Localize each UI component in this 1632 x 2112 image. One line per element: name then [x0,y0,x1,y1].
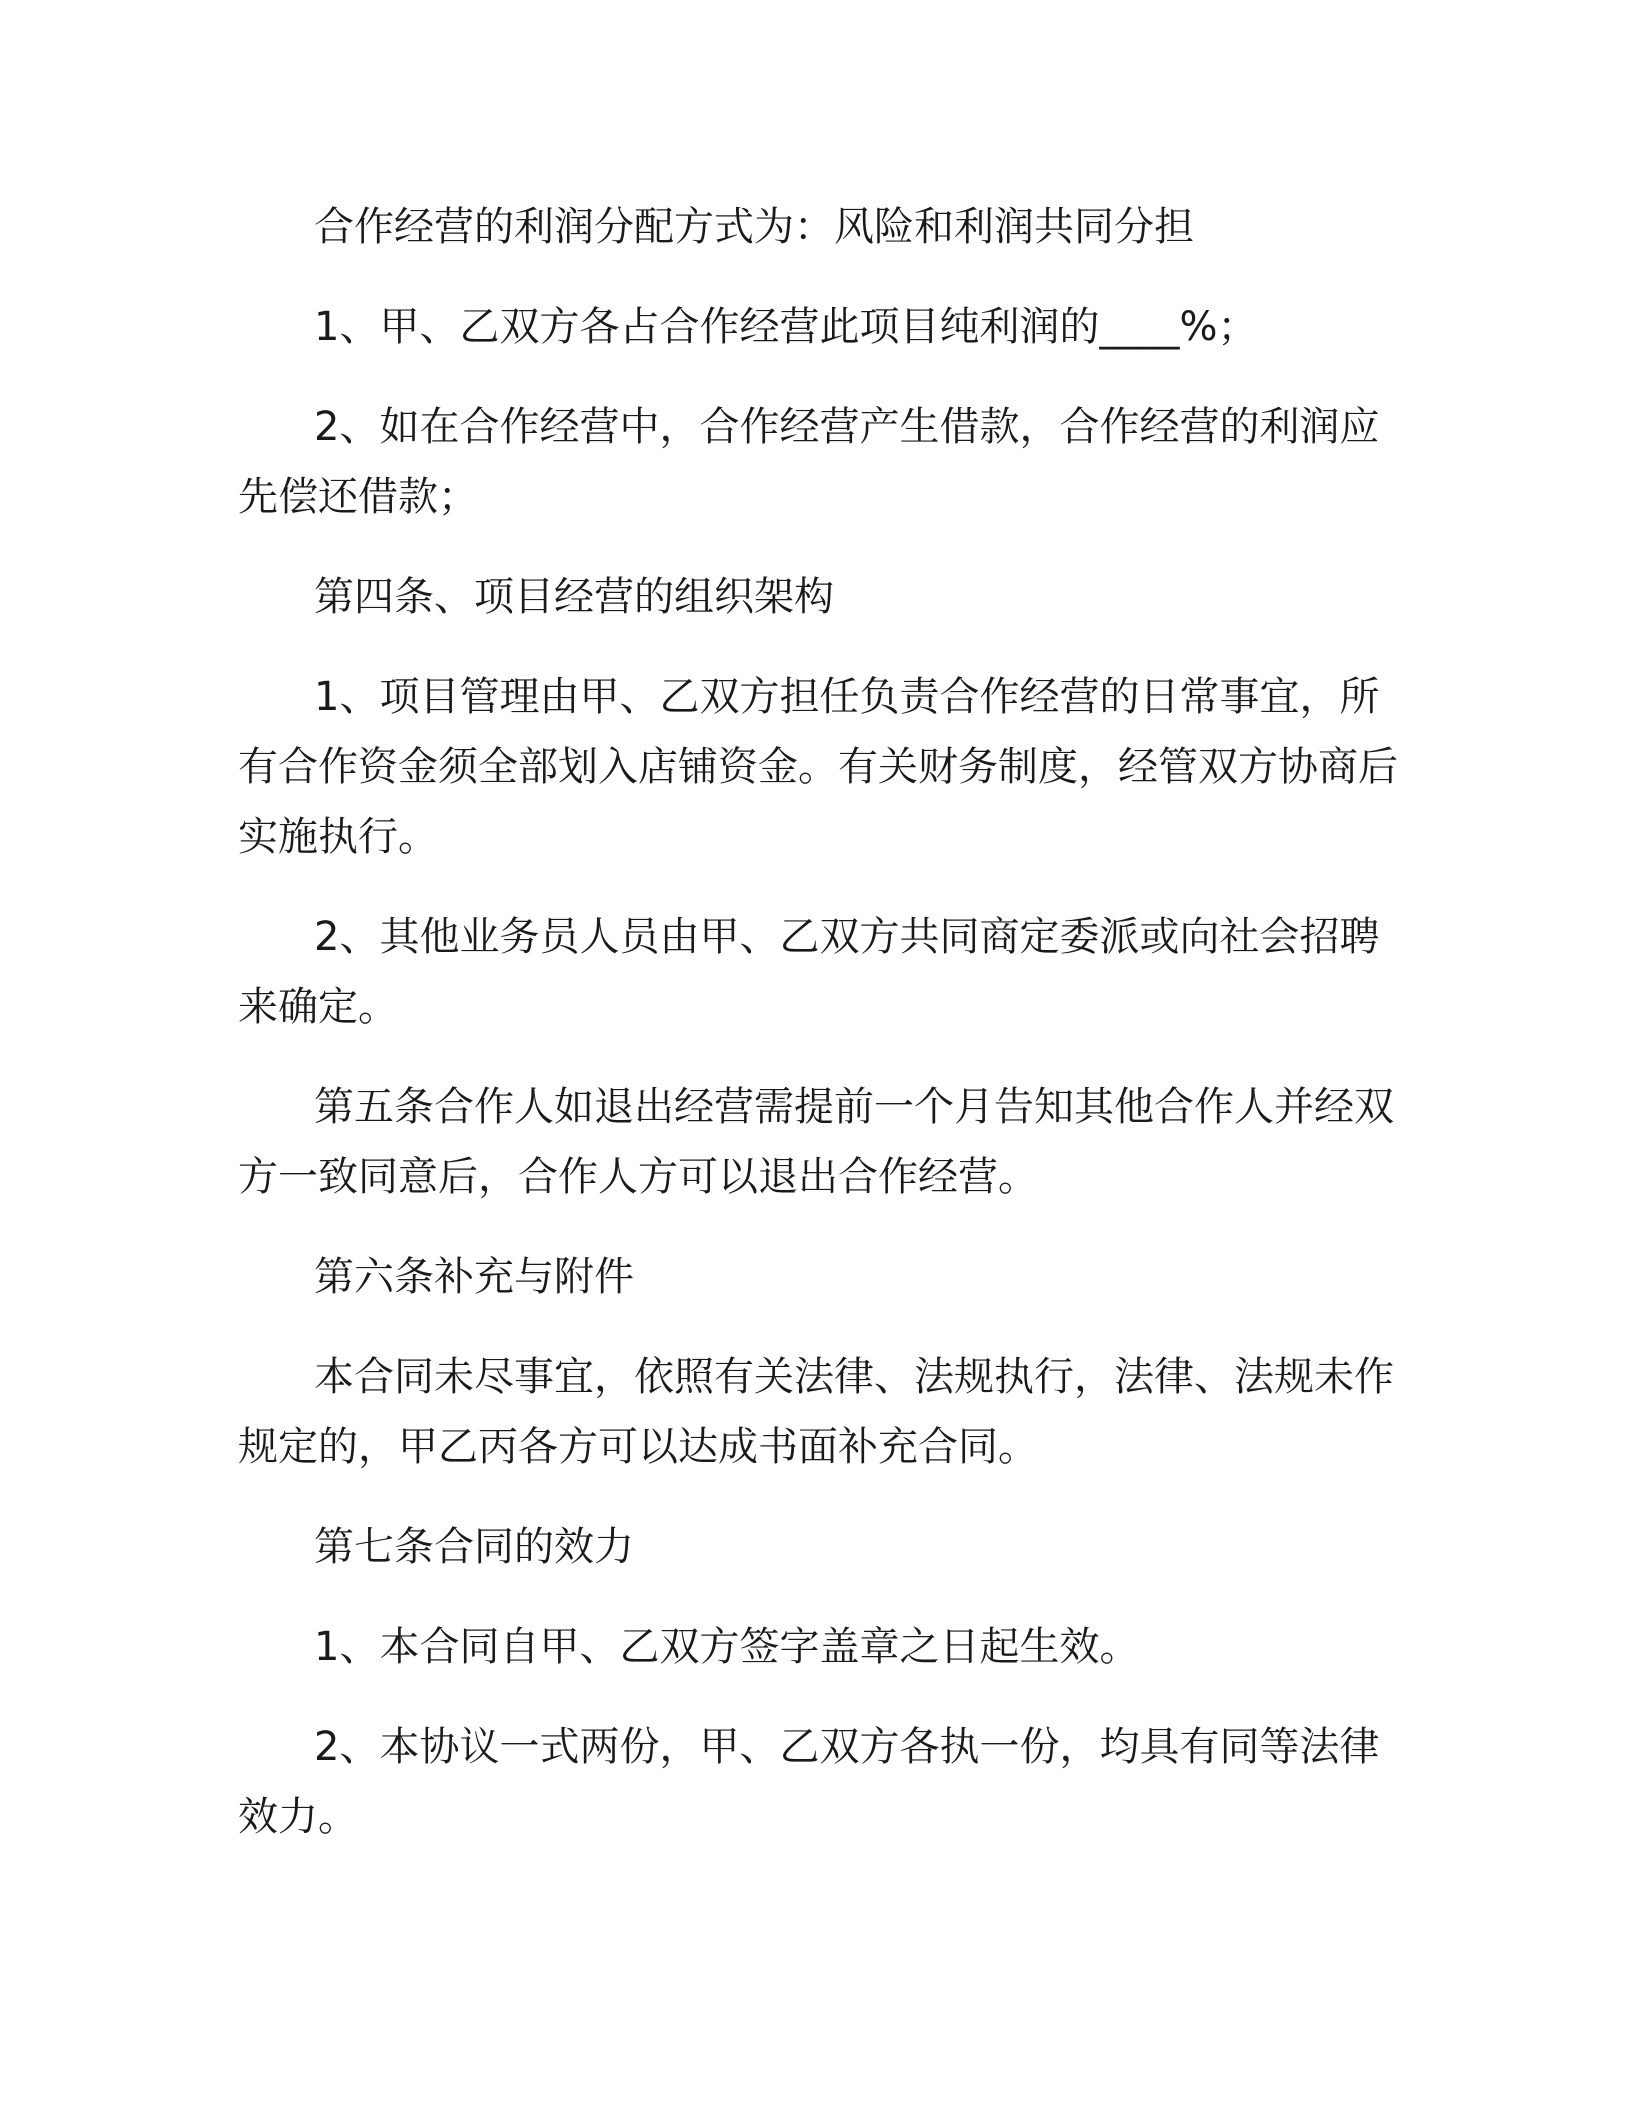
paragraph-article-5-withdrawal: 第五条合作人如退出经营需提前一个月告知其他合作人并经双方一致同意后，合作人方可以退出合作经营。 [238,1084,1394,1200]
paragraph-profit-share: 1、甲、乙双方各占合作经营此项目纯利润的____%； [314,304,1258,350]
heading-article-4: 第四条、项目经营的组织架构 [314,574,834,620]
paragraph-staffing: 2、其他业务员人员由甲、乙双方共同商定委派或向社会招聘来确定。 [238,914,1380,1030]
paragraph-effective-date: 1、本合同自甲、乙双方签字盖章之日起生效。 [314,1624,1140,1670]
heading-article-7: 第七条合同的效力 [314,1524,634,1570]
paragraph-supplementary: 本合同未尽事宜，依照有关法律、法规执行，法律、法规未作规定的，甲乙丙各方可以达成书面补充合同。 [238,1354,1394,1470]
paragraph-loan-repayment: 2、如在合作经营中，合作经营产生借款，合作经营的利润应先偿还借款； [238,404,1380,520]
heading-article-6: 第六条补充与附件 [314,1254,634,1300]
paragraph-project-management: 1、项目管理由甲、乙双方担任负责合作经营的日常事宜，所有合作资金须全部划入店铺资金。有关财务制度，经管双方协商后实施执行。 [238,674,1398,860]
paragraph-copies: 2、本协议一式两份，甲、乙双方各执一份，均具有同等法律效力。 [238,1724,1380,1840]
paragraph-profit-distribution: 合作经营的利润分配方式为：风险和利润共同分担 [314,204,1194,250]
document-body [238,192,1418,1882]
